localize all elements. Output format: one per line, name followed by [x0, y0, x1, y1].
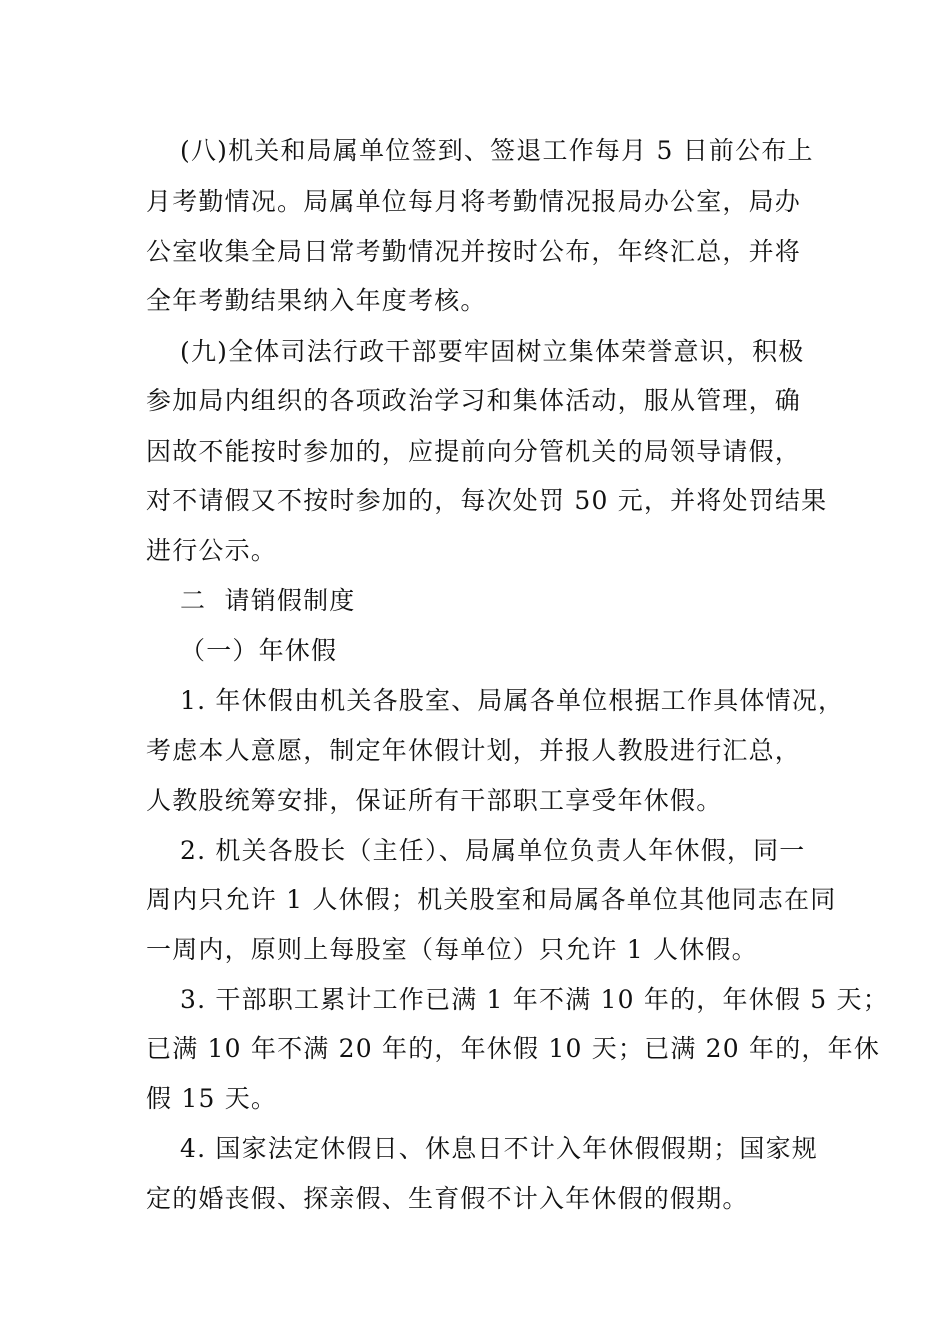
- paragraph-9-line-2: 参加局内组织的各项政治学习和集体活动，服从管理，确: [146, 386, 802, 415]
- item-4-line-1: 4. 国家法定休假日、休息日不计入年休假假期；国家规: [180, 1134, 819, 1163]
- paragraph-8-line-2: 月考勤情况。局属单位每月将考勤情况报局办公室，局办: [146, 187, 802, 216]
- paragraph-8-line-1: (八)机关和局属单位签到、签退工作每月 5 日前公布上: [180, 136, 814, 165]
- item-1-line-3: 人教股统筹安排，保证所有干部职工享受年休假。: [146, 786, 723, 815]
- item-2-line-3: 一周内，原则上每股室（每单位）只允许 1 人休假。: [146, 935, 758, 964]
- paragraph-9-line-4: 对不请假又不按时参加的，每次处罚 50 元，并将处罚结果: [146, 486, 828, 515]
- subsection-heading: （一）年休假: [180, 636, 338, 665]
- paragraph-9-line-1: (九)全体司法行政干部要牢固树立集体荣誉意识，积极: [180, 337, 805, 366]
- item-1-line-1: 1. 年休假由机关各股室、局属各单位根据工作具体情况，: [180, 686, 845, 715]
- paragraph-9-line-3: 因故不能按时参加的，应提前向分管机关的局领导请假，: [146, 437, 802, 466]
- paragraph-8-line-4: 全年考勤结果纳入年度考核。: [146, 286, 487, 315]
- item-4-line-2: 定的婚丧假、探亲假、生育假不计入年休假的假期。: [146, 1184, 749, 1213]
- section-heading: 二 请销假制度: [180, 586, 356, 615]
- item-3-line-2: 已满 10 年不满 20 年的，年休假 10 天；已满 20 年的，年休: [146, 1034, 881, 1063]
- paragraph-9-line-5: 进行公示。: [146, 536, 278, 565]
- paragraph-8-line-3: 公室收集全局日常考勤情况并按时公布，年终汇总，并将: [146, 237, 802, 266]
- item-2-line-1: 2. 机关各股长（主任）、局属单位负责人年休假，同一: [180, 836, 806, 865]
- item-3-line-3: 假 15 天。: [146, 1084, 278, 1113]
- item-1-line-2: 考虑本人意愿，制定年休假计划，并报人教股进行汇总，: [146, 736, 802, 765]
- item-3-line-1: 3. 干部职工累计工作已满 1 年不满 10 年的，年休假 5 天；: [180, 985, 889, 1014]
- item-2-line-2: 周内只允许 1 人休假；机关股室和局属各单位其他同志在同: [146, 885, 837, 914]
